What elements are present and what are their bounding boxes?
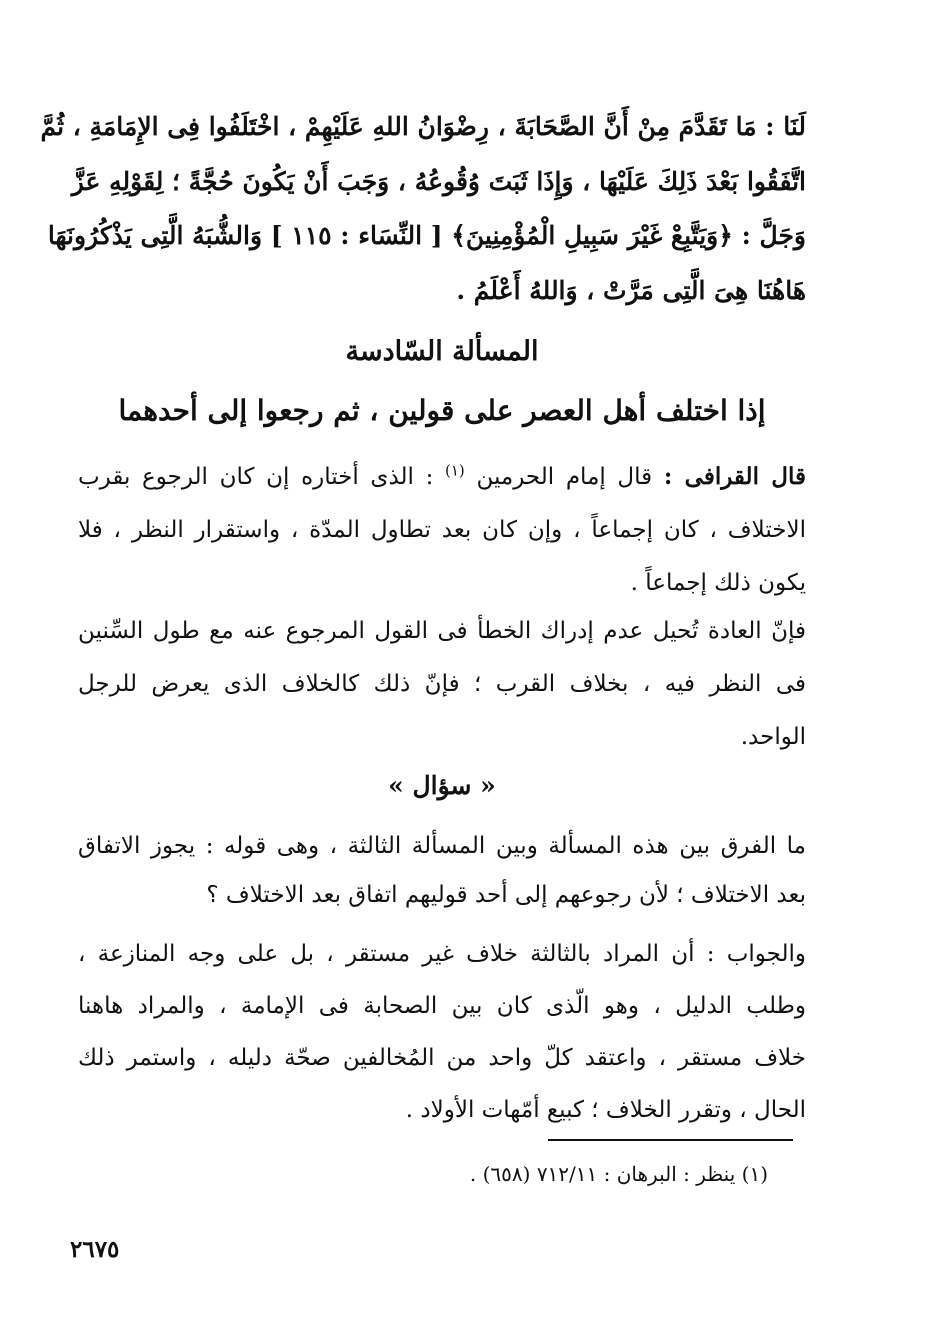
paragraph-reasoning [78,605,806,764]
paragraph-question [78,822,806,920]
footnote-ref: (١) [445,461,465,480]
intro-paragraph [40,100,806,318]
paragraph-line: بعد الاختلاف ؛ لأن رجوعهم إلى أحد قوليهم اتفاق بعد الاختلاف ؟ [206,882,806,908]
section-title: المسألة السّادسة [345,336,539,367]
paragraph-line [78,450,806,504]
section-subtitle: إذا اختلف أهل العصر على قولين ، ثم رجعوا إلى أحدهما [118,394,766,427]
footnote: (١) ينظر : البرهان : ٧١٢/١١ (٦٥٨) . [469,1162,768,1186]
intro-line: هَاهُنَا هِىَ الَّتِى مَرَّتْ ، وَاللهُ أَعْلَمُ . [456,275,806,305]
intro-line: وَجَلَّ : ﴿وَيَتَّبِعْ غَيْرَ سَبِيلِ الْمُؤْمِنِينَ﴾ [ النِّسَاء : ١١٥ ] وَالشُّبَهُ الَّتِى يَذْكُرُونَهَا [47,221,806,250]
paragraph-line: خلاف مستقر ، واعتقد كلّ واحد من المُخالفين صحّة دليله ، واستمر ذلك [78,1045,806,1071]
footnote-divider [548,1139,793,1141]
paragraph-line: الحال ، وتقرر الخلاف ؛ كبيع أمّهات الأولاد . [405,1097,806,1123]
paragraph-line: فى النظر فيه ، بخلاف القرب ؛ فإنّ ذلك كالخلاف الذى يعرض للرجل [78,671,806,697]
imam-quote: قال إمام الحرمين [476,464,653,490]
paragraph-line: الواحد. [740,724,806,750]
paragraph-qarafi [78,450,806,610]
paragraph-line: والجواب : أن المراد بالثالثة خلاف غير مستقر ، بل على وجه المنازعة ، [78,941,806,967]
paragraph-line: وطلب الدليل ، وهو الّذى كان بين الصحابة فى الإمامة ، والمراد هاهنا [78,993,806,1019]
paragraph-line: الاختلاف ، كان إجماعاً ، وإن كان بعد تطاول المدّة ، واستقرار النظر ، فلا [78,517,806,543]
intro-line: اتَّفَقُوا بَعْدَ ذَلِكَ عَلَيْهَا ، وَإِذَا ثَبَتَ وُقُوعُهُ ، وَجَبَ أَنْ يَكُونَ حُجَّةً ؛ لِقَوْلِهِ عَزَّ [71,166,806,196]
paragraph-line: فإنّ العادة تُحيل عدم إدراك الخطأ فى القول المرجوع عنه مع طول السِّنين [78,618,806,644]
author-label: قال القرافى : [663,463,807,490]
question-heading: « سؤال » [388,771,496,800]
paragraph-answer [78,928,806,1136]
page-number: ٢٦٧٥ [70,1236,120,1263]
paragraph-line: يكون ذلك إجماعاً . [630,570,806,596]
paragraph-line: ما الفرق بين هذه المسألة وبين المسألة الثالثة ، وهى قوله : يجوز الاتفاق [78,833,806,859]
quote-continuation: : الذى أختاره إن كان الرجوع بقرب [78,464,434,490]
intro-line: لَنَا : مَا تَقَدَّمَ مِنْ أَنَّ الصَّحَابَةَ ، رِضْوَانُ اللهِ عَلَيْهِمْ ، اخْتَلَفُوا فِى الإِمَامَةِ ، ثُمَّ [40,112,806,141]
